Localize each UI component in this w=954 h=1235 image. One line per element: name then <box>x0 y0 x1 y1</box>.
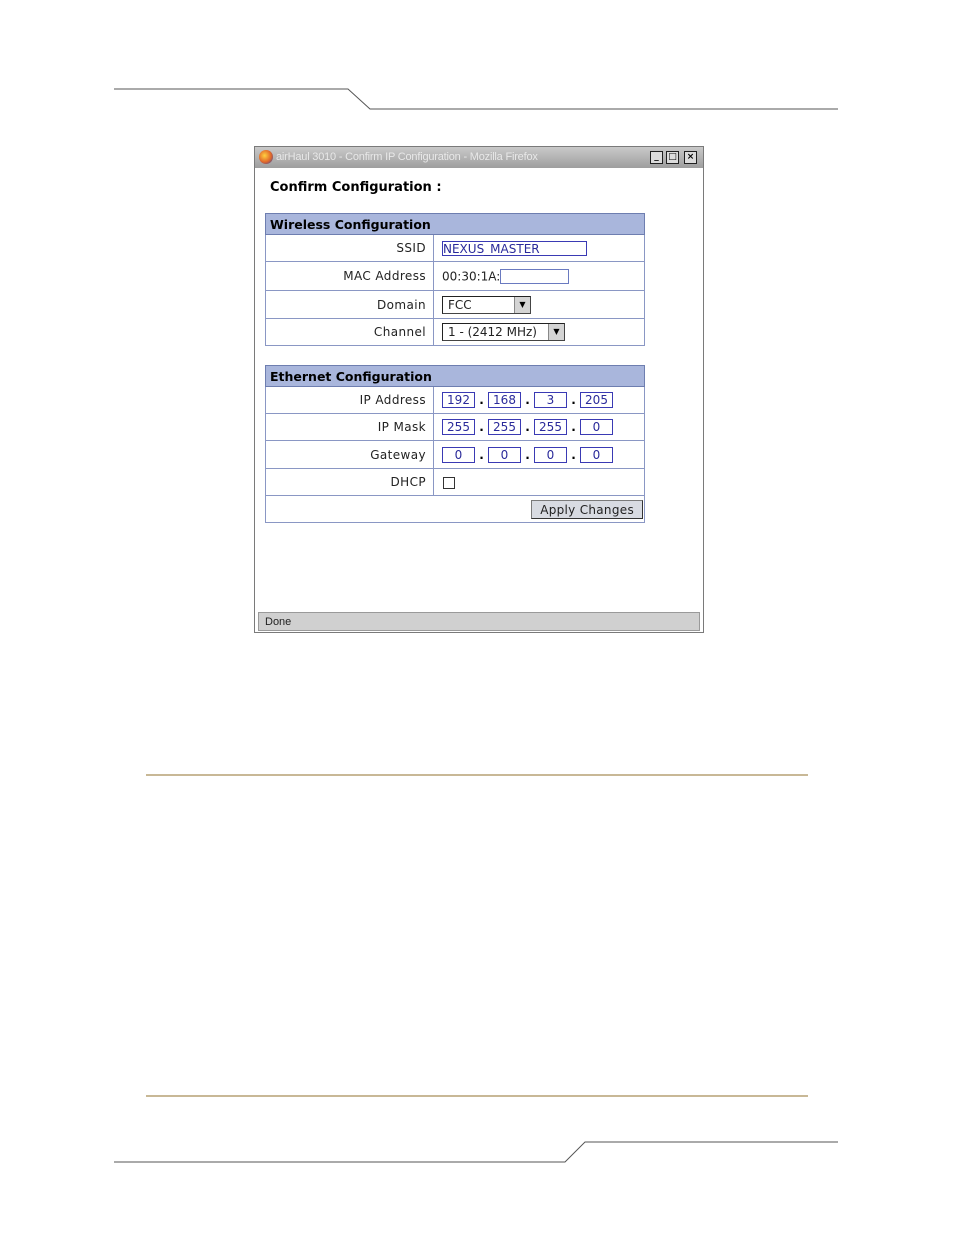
wireless-config-header: Wireless Configuration <box>266 214 645 235</box>
ip-address-label: IP Address <box>266 387 434 414</box>
ethernet-config-header: Ethernet Configuration <box>266 366 645 387</box>
firefox-icon <box>259 150 273 164</box>
ssid-input[interactable]: NEXUS_MASTER <box>442 241 587 256</box>
close-button[interactable]: × <box>684 151 697 164</box>
ip-mask-label: IP Mask <box>266 414 434 441</box>
channel-selected-value: 1 - (2412 MHz) <box>448 325 537 339</box>
ssid-label: SSID <box>266 235 434 262</box>
chevron-down-icon[interactable]: ▼ <box>548 324 564 340</box>
domain-label: Domain <box>266 291 434 319</box>
wireless-config-table <box>265 213 645 346</box>
gateway-octet-3[interactable]: 0 <box>534 447 567 463</box>
status-bar <box>258 612 700 631</box>
page-title: Confirm Configuration : <box>270 180 442 195</box>
dhcp-checkbox[interactable] <box>443 477 455 489</box>
domain-select[interactable] <box>442 296 531 314</box>
divider-bottom <box>146 1095 808 1097</box>
divider-top <box>146 774 808 776</box>
chevron-down-icon[interactable]: ▼ <box>514 297 530 313</box>
mask-octet-4[interactable]: 0 <box>580 419 613 435</box>
domain-selected-value: FCC <box>448 297 472 312</box>
status-text: Done <box>265 616 292 628</box>
gateway-octet-2[interactable]: 0 <box>488 447 521 463</box>
ip-octet-2[interactable]: 168 <box>488 392 521 408</box>
mac-address-label: MAC Address <box>266 262 434 291</box>
browser-window <box>254 146 704 633</box>
channel-select[interactable] <box>442 323 565 341</box>
maximize-button[interactable]: □ <box>666 151 679 164</box>
window-titlebar[interactable] <box>255 147 703 168</box>
channel-label: Channel <box>266 319 434 346</box>
mask-octet-3[interactable]: 255 <box>534 419 567 435</box>
apply-changes-button[interactable]: Apply Changes <box>531 500 643 519</box>
ip-octet-4[interactable]: 205 <box>580 392 613 408</box>
minimize-button[interactable]: _ <box>650 151 663 164</box>
mask-octet-2[interactable]: 255 <box>488 419 521 435</box>
gateway-label: Gateway <box>266 441 434 469</box>
dhcp-label: DHCP <box>266 469 434 496</box>
mask-octet-1[interactable]: 255 <box>442 419 475 435</box>
gateway-octet-1[interactable]: 0 <box>442 447 475 463</box>
ethernet-config-table: Ethernet Configuration IP Address 192 . 168 . 3 . 205 IP Mask 255 . 255 . 255 . 0 Gateway 0 . 0 . 0 . 0 DHCP Apply Changes <box>265 365 645 523</box>
ip-octet-3[interactable]: 3 <box>534 392 567 408</box>
mac-suffix-input[interactable] <box>500 269 569 284</box>
window-title: airHaul 3010 - Confirm IP Configuration - Mozilla Firefox <box>276 151 538 163</box>
mac-prefix: 00:30:1A: <box>442 269 501 283</box>
gateway-octet-4[interactable]: 0 <box>580 447 613 463</box>
ip-octet-1[interactable]: 192 <box>442 392 475 408</box>
